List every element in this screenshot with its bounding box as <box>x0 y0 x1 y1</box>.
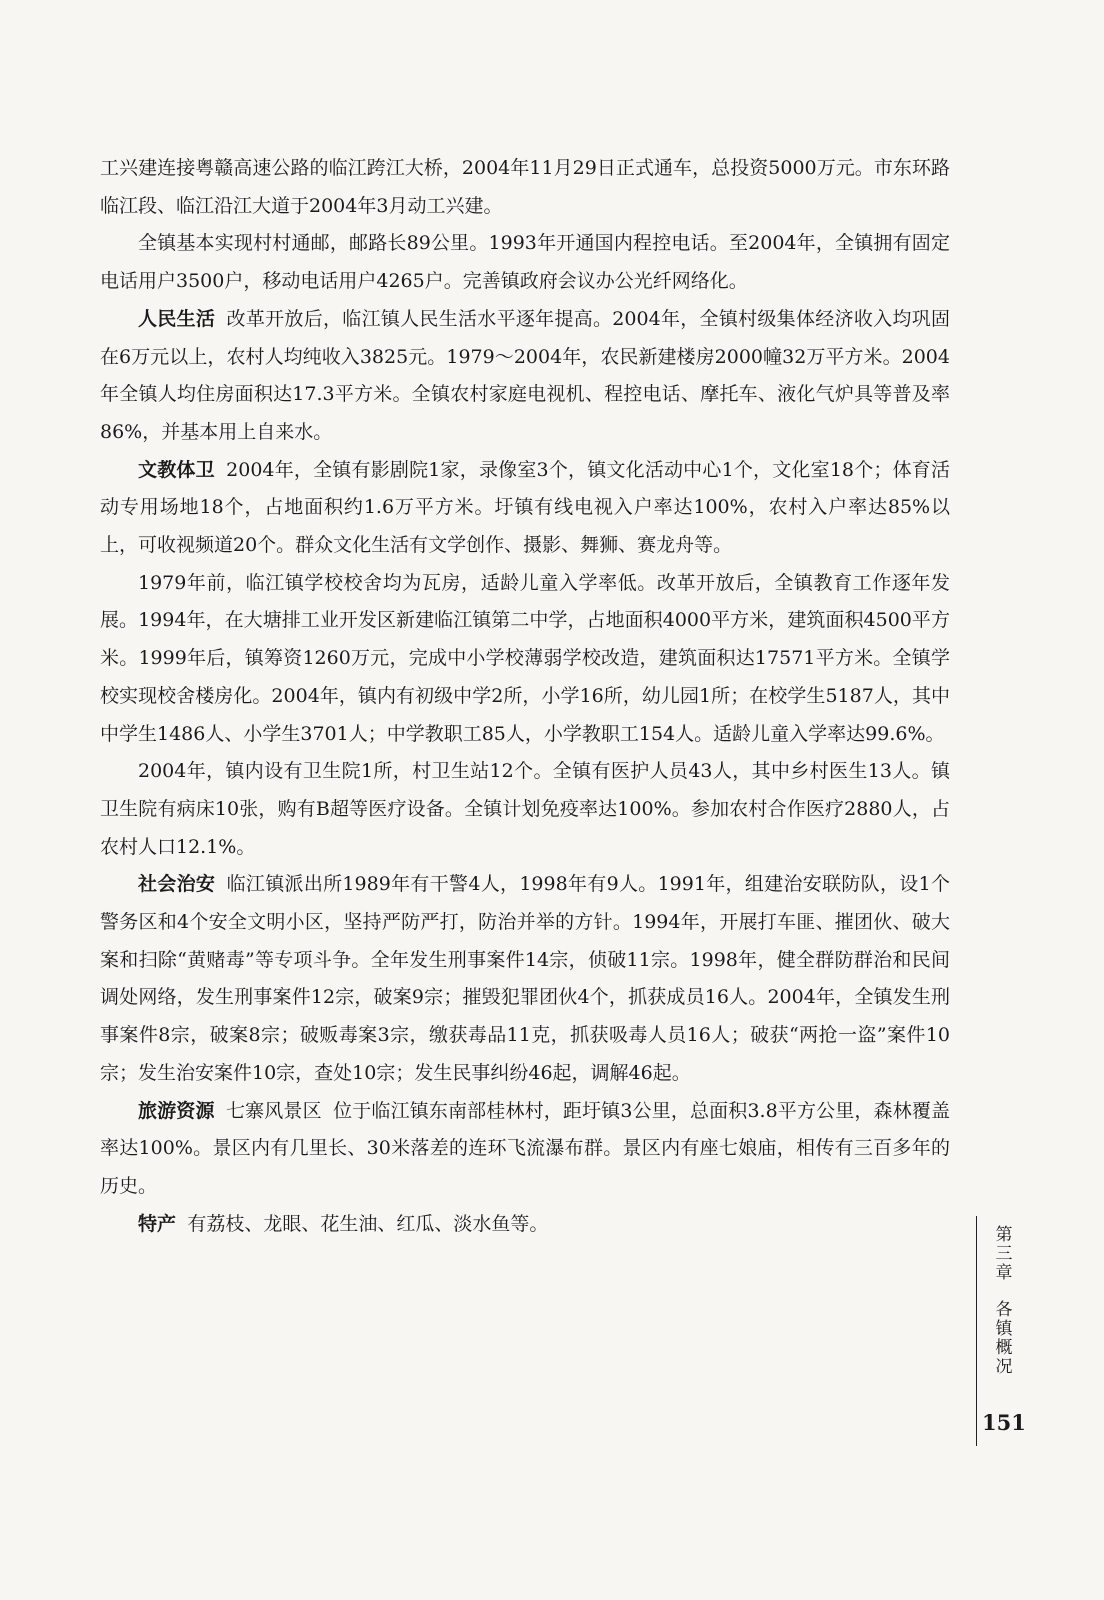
paragraph-living <box>100 301 950 452</box>
paragraph-text: 2004年，镇内设有卫生院1所，村卫生站12个。全镇有医护人员43人，其中乡村医生13人。镇卫生院有病床10张，购有B超等医疗设备。全镇计划免疫率达100%。参加农村合作医疗2880人，占农村人口12.1%。 <box>100 760 950 858</box>
paragraph-health <box>100 753 950 866</box>
paragraph-text: 1979年前，临江镇学校校舍均为瓦房，适龄儿童入学率低。改革开放后，全镇教育工作逐年发展。1994年，在大塘排工业开发区新建临江镇第二中学，占地面积4000平方米，建筑面积4500平方米。1999年后，镇筹资1260万元，完成中小学校薄弱学校改造，建筑面积达17571平方米。全镇学校实现校舍楼房化。2004年，镇内有初级中学2所，小学16所，幼儿园1所；在校学生5187人，其中中学生1486人、小学生3701人；中学教职工85人，小学教职工154人。适龄儿童入学率达99.6%。 <box>100 571 950 745</box>
scenic-area-name: 七寨风景区 <box>225 1099 322 1122</box>
section-heading: 人民生活 <box>138 307 216 330</box>
paragraph-text: 有荔枝、龙眼、花生油、红瓜、淡水鱼等。 <box>187 1212 549 1235</box>
chapter-title-char: 镇 <box>995 1319 1013 1339</box>
chapter-title-char: 况 <box>995 1357 1013 1377</box>
section-heading: 旅游资源 <box>138 1099 215 1122</box>
chapter-label <box>984 1226 1024 1377</box>
section-heading: 文教体卫 <box>138 458 215 481</box>
paragraph-bridge <box>100 150 950 225</box>
chapter-title-char: 各 <box>995 1300 1013 1320</box>
chapter-title-char: 概 <box>995 1338 1013 1358</box>
paragraph-text: 全镇基本实现村村通邮，邮路长89公里。1993年开通国内程控电话。至2004年，全镇拥有固定电话用户3500户，移动电话用户4265户。完善镇政府会议办公光纤网络化。 <box>100 232 950 293</box>
paragraph-text: 临江镇派出所1989年有干警4人，1998年有9人。1991年，组建治安联防队，设1个警务区和4个安全文明小区，坚持严防严打，防治并举的方针。1994年，开展打车匪、摧团伙、破大案和扫除“黄赌毒”等专项斗争。全年发生刑事案件14宗，侦破11宗。1998年，健全群防群治和民间调处网络，发生刑事案件12宗，破案9宗；摧毁犯罪团伙4个，抓获成员16人。2004年，全镇发生刑事案件8宗，破案8宗；破贩毒案3宗，缴获毒品11克，抓获吸毒人员16人；破获“两抢一盗”案件10宗；发生治安案件10宗，查处10宗；发生民事纠纷46起，调解46起。 <box>100 873 950 1084</box>
paragraph-text: 位于临江镇东南部桂林村，距圩镇3公里，总面积3.8平方公里，森林覆盖率达100%。景区内有几里长、30米落差的连环飞流瀑布群。景区内有座七娘庙，相传有三百多年的历史。 <box>100 1099 950 1197</box>
body-text <box>100 150 950 1243</box>
chapter-char: 章 <box>995 1263 1013 1283</box>
section-heading: 特产 <box>138 1212 177 1235</box>
paragraph-education <box>100 565 950 754</box>
paragraph-culture <box>100 452 950 565</box>
paragraph-text: 工兴建连接粤赣高速公路的临江跨江大桥，2004年11月29日正式通车，总投资5000万元。市东环路临江段、临江沿江大道于2004年3月动工兴建。 <box>100 157 950 217</box>
paragraph-tourism <box>100 1093 950 1206</box>
paragraph-text: 2004年，全镇有影剧院1家，录像室3个，镇文化活动中心1个，文化室18个；体育活动专用场地18个，占地面积约1.6万平方米。圩镇有线电视入户率达100%，农村入户率达85%以上，可收视频道20个。群众文化生活有文学创作、摄影、舞狮、赛龙舟等。 <box>100 458 950 557</box>
paragraph-post-telecom <box>100 225 950 300</box>
chapter-char: 三 <box>995 1244 1013 1264</box>
paragraph-text: 改革开放后，临江镇人民生活水平逐年提高。2004年，全镇村级集体经济收入均巩固在6万元以上，农村人均纯收入3825元。1979～2004年，农民新建楼房2000幢32万平方米。2004年全镇人均住房面积达17.3平方米。全镇农村家庭电视机、程控电话、摩托车、液化气炉具等普及率86%，并基本用上自来水。 <box>100 307 950 443</box>
page-number: 151 <box>982 1410 1026 1435</box>
section-heading: 社会治安 <box>138 873 216 896</box>
paragraph-products <box>100 1206 950 1244</box>
margin-divider <box>976 1216 977 1446</box>
paragraph-security <box>100 866 950 1092</box>
chapter-char: 第 <box>995 1225 1013 1245</box>
